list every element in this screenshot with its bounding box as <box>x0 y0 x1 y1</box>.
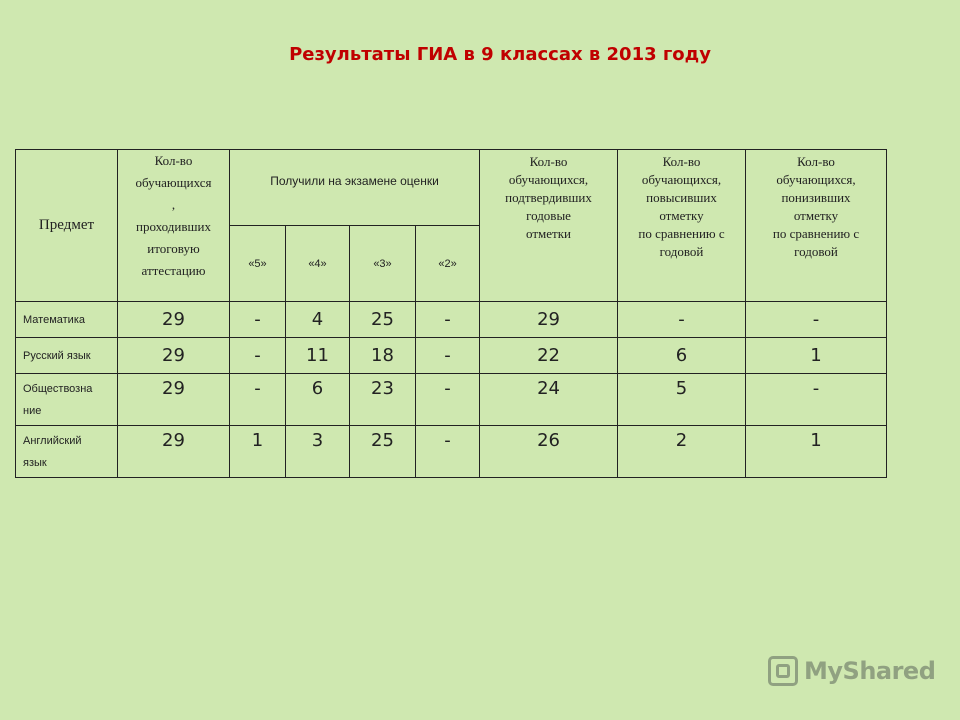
row-raised: - <box>618 302 746 338</box>
table-row <box>16 302 887 338</box>
row-confirmed: 22 <box>480 338 618 374</box>
row-grade-4: 6 <box>286 374 350 426</box>
header-raised <box>618 150 746 302</box>
header-count-line: обучающихся <box>135 175 212 190</box>
header-raised-line: Кол-во <box>662 154 701 169</box>
row-raised: 6 <box>618 338 746 374</box>
row-count: 29 <box>118 302 230 338</box>
header-grade-4: «4» <box>286 226 350 302</box>
header-lowered-line: годовой <box>794 244 838 259</box>
myshared-logo-icon <box>768 656 798 686</box>
row-lowered: 1 <box>746 426 887 478</box>
row-confirmed: 24 <box>480 374 618 426</box>
header-count-line: итоговую <box>147 241 200 256</box>
header-lowered-line: по сравнению с <box>772 226 860 241</box>
header-grades-group: Получили на экзамене оценки <box>230 150 480 226</box>
header-subject: Предмет <box>16 150 118 302</box>
header-confirmed-line: подтвердивших <box>505 190 592 205</box>
row-grade-4: 4 <box>286 302 350 338</box>
header-lowered-line: Кол-во <box>797 154 835 169</box>
subject-line: ние <box>23 405 42 417</box>
row-grade-2: - <box>416 374 480 426</box>
header-grade-5: «5» <box>230 226 286 302</box>
row-raised: 2 <box>618 426 746 478</box>
watermark-text: MyShared <box>804 657 936 685</box>
header-raised-line: обучающихся, <box>641 172 722 187</box>
subject-line: язык <box>23 457 47 469</box>
table-row <box>16 426 887 478</box>
header-raised-line: отметку <box>659 208 704 223</box>
row-count: 29 <box>118 374 230 426</box>
watermark <box>768 656 935 686</box>
page-title: Результаты ГИА в 9 классах в 2013 году <box>289 44 711 65</box>
header-lowered-line: отметку <box>793 208 839 223</box>
table-row <box>16 374 887 426</box>
header-count-line: проходивших <box>136 219 211 234</box>
row-grade-3: 23 <box>350 374 416 426</box>
header-raised-line: по сравнению с <box>638 226 725 241</box>
row-grade-2: - <box>416 426 480 478</box>
subject-line: Обществозна <box>23 383 93 395</box>
header-confirmed <box>480 150 618 302</box>
row-subject <box>16 338 118 374</box>
header-grade-3: «3» <box>350 226 416 302</box>
row-grade-5: - <box>230 374 286 426</box>
subject-line: Русский язык <box>23 349 91 362</box>
header-count-line: аттестацию <box>141 263 206 278</box>
header-count-line: Кол-во <box>154 153 193 168</box>
header-confirmed-line: Кол-во <box>529 154 568 169</box>
header-raised-line: повысивших <box>646 190 717 205</box>
row-confirmed: 29 <box>480 302 618 338</box>
row-raised: 5 <box>618 374 746 426</box>
table-row <box>16 338 887 374</box>
header-count-line: , <box>171 197 176 212</box>
row-grade-5: - <box>230 338 286 374</box>
row-count: 29 <box>118 426 230 478</box>
header-confirmed-line: отметки <box>526 226 571 241</box>
row-subject <box>16 374 118 426</box>
row-confirmed: 26 <box>480 426 618 478</box>
row-lowered: 1 <box>746 338 887 374</box>
row-lowered: - <box>746 374 887 426</box>
header-raised-line: годовой <box>659 244 704 259</box>
header-confirmed-line: годовые <box>526 208 571 223</box>
results-table <box>15 149 887 478</box>
row-grade-3: 25 <box>350 302 416 338</box>
header-lowered-line: обучающихся, <box>776 172 856 187</box>
row-grade-4: 3 <box>286 426 350 478</box>
row-grade-3: 18 <box>350 338 416 374</box>
row-count: 29 <box>118 338 230 374</box>
header-lowered <box>746 150 887 302</box>
row-grade-2: - <box>416 302 480 338</box>
row-grade-3: 25 <box>350 426 416 478</box>
header-grade-2: «2» <box>416 226 480 302</box>
header-students-count <box>118 150 230 302</box>
subject-line: Английский <box>23 435 82 447</box>
row-grade-2: - <box>416 338 480 374</box>
row-subject <box>16 426 118 478</box>
header-lowered-line: понизивших <box>781 190 851 205</box>
row-grade-5: - <box>230 302 286 338</box>
header-confirmed-line: обучающихся, <box>508 172 589 187</box>
row-subject <box>16 302 118 338</box>
subject-line: Математика <box>23 313 85 326</box>
row-grade-4: 11 <box>286 338 350 374</box>
row-grade-5: 1 <box>230 426 286 478</box>
row-lowered: - <box>746 302 887 338</box>
